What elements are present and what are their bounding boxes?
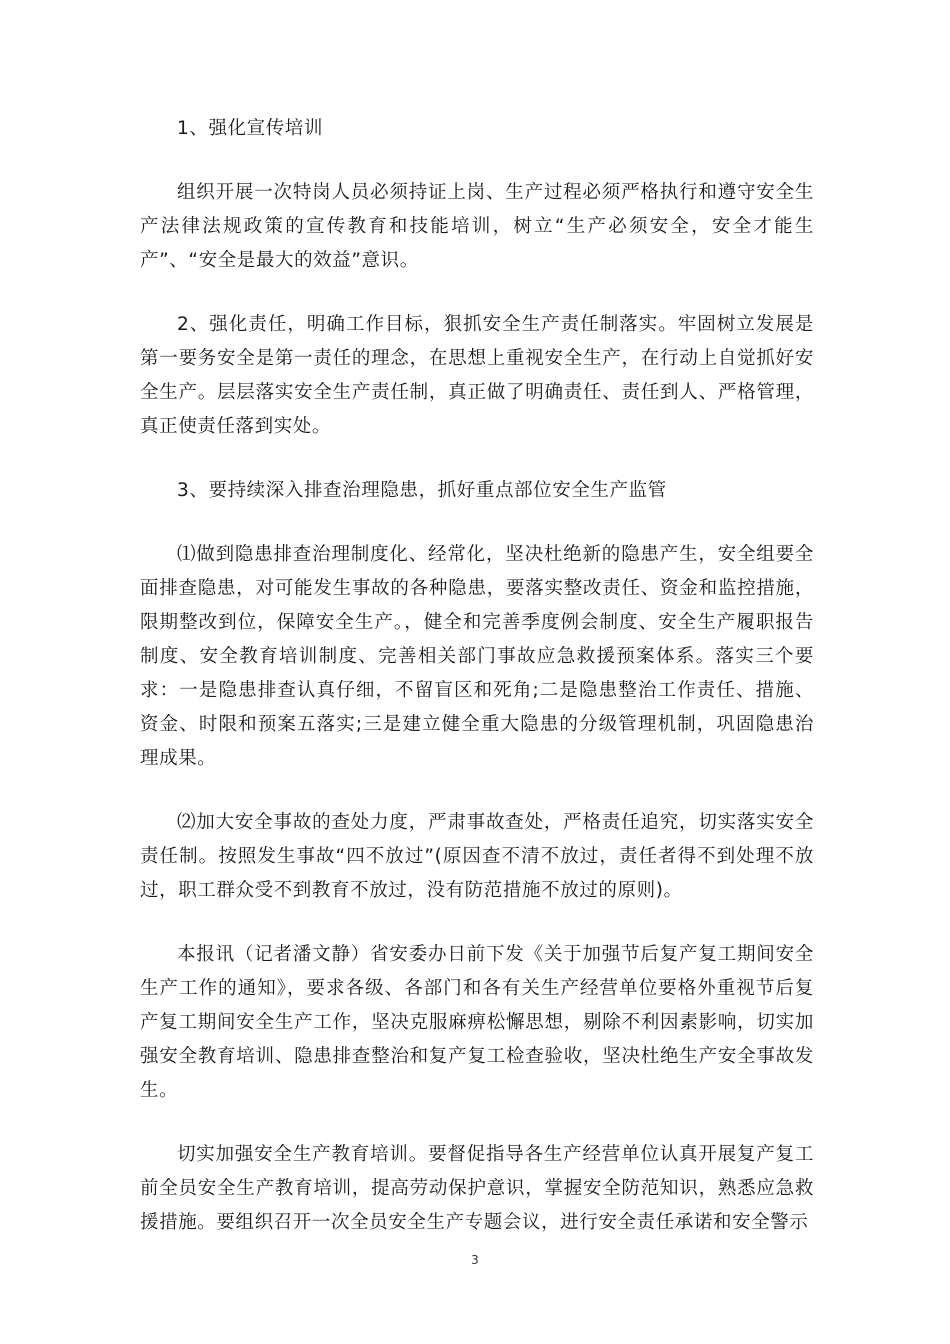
page-number: 3 [471,1253,479,1267]
paragraph-education: 切实加强安全生产教育培训。要督促指导各生产经营单位认真开展复产复工前全员安全生产教育培训，提高劳动保护意识，掌握安全防范知识，熟悉应急救援措施。要组织召开一次全员安全生产专题会议，进行安全责任承诺和安全警示 [140,1144,814,1233]
section-heading-1: 1、强化宣传培训 [177,118,324,139]
paragraph-news-report: 本报讯（记者潘文静）省安委办日前下发《关于加强节后复产复工期间安全生产工作的通知》，要求各级、各部门和各有关生产经营单位要格外重视节后复产复工期间安全生产工作，坚决克服麻痹松懈思想，剔除不利因素影响，切实加强安全教育培训、隐患排查整治和复产复工检查验收，坚决杜绝生产安全事故发生。 [140,944,814,1101]
paragraph-training: 组织开展一次特岗人员必须持证上岗、生产过程必须严格执行和遵守安全生产法律法规政策的宣传教育和技能培训，树立“生产必须安全，安全才能生产”、“安全是最大的效益”意识。 [140,182,814,271]
document-page [140,112,814,1270]
section-heading-3: 3、要持续深入排查治理隐患，抓好重点部位安全生产监管 [177,480,667,501]
paragraph-accident-handling: ⑵加大安全事故的查处力度，严肃事故查处，严格责任追究，切实落实安全责任制。按照发生事故“四不放过”(原因查不清不放过，责任者得不到处理不放过，职工群众受不到教育不放过，没有防范措施不放过的原则)。 [140,812,814,901]
paragraph-hazard-inspection: ⑴做到隐患排查治理制度化、经常化，坚决杜绝新的隐患产生，安全组要全面排查隐患，对可能发生事故的各种隐患，要落实整改责任、资金和监控措施，限期整改到位，保障安全生产。，健全和完善季度例会制度、安全生产履职报告制度、安全教育培训制度、完善相关部门事故应急救援预案体系。落实三个要求：一是隐患排查认真仔细，不留盲区和死角;二是隐患整治工作责任、措施、资金、时限和预案五落实;三是建立健全重大隐患的分级管理机制，巩固隐患治理成果。 [140,544,814,769]
paragraph-responsibility: 2、强化责任，明确工作目标，狠抓安全生产责任制落实。牢固树立发展是第一要务安全是第一责任的理念，在思想上重视安全生产，在行动上自觉抓好安全生产。层层落实安全生产责任制，真正做了明确责任、责任到人、严格管理，真正使责任落到实处。 [140,314,814,437]
